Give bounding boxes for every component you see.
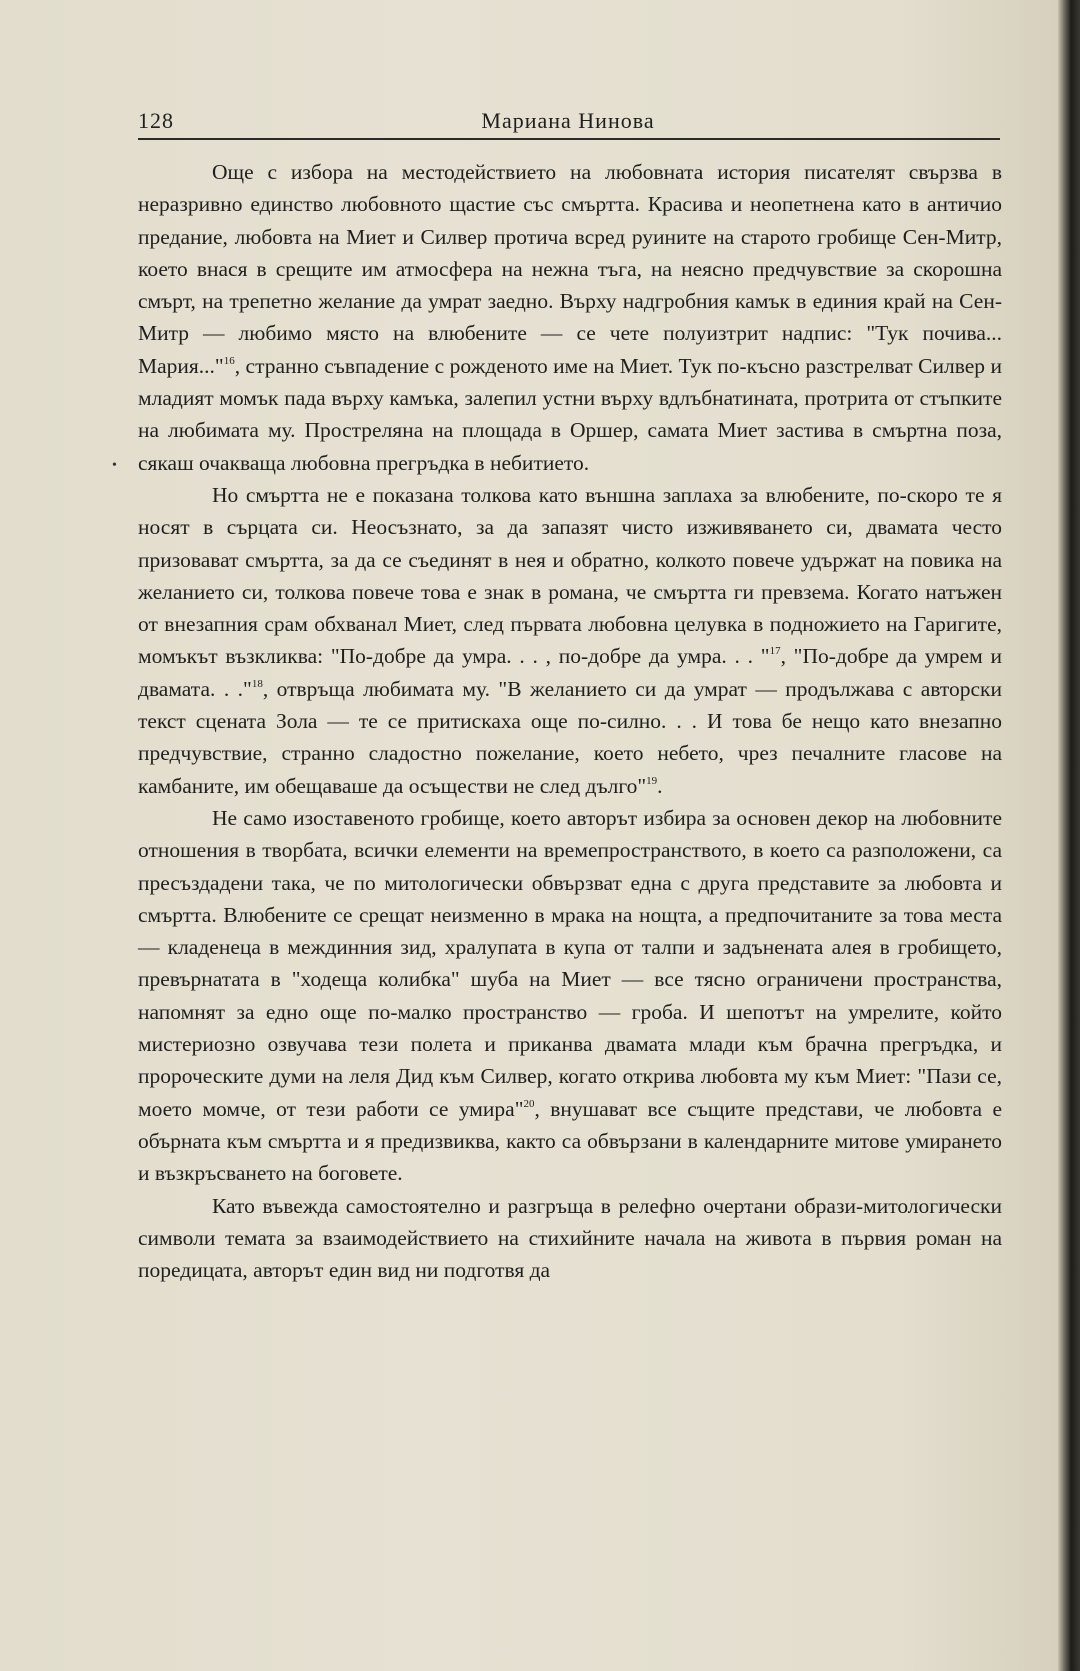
margin-mark: •	[112, 458, 117, 473]
footnote-ref: 16	[223, 354, 235, 367]
footnote-ref: 20	[523, 1097, 535, 1110]
body-text	[138, 156, 1002, 1286]
paragraph: Но смъртта не е показана толкова като външна заплаха за влюбените, по-скоро те я носят в сърцата си. Неосъзнато, за да запазят чисто изживяването си, двамата често призовават смъртта, за да се съединят в нея и обратно, колкото повече удържат на повика на желанието си, толкова повече това е знак в романа, че смъртта ги превзема. Когато натъжен от внезапния срам обхванал Миет, след първата любовна целувка в подножието на Гаригите, момъкът възкликва: "По-добре да умра. . . , по-добре да умра. . . "$^{17}$, "По-добре да умрем и двамата. . ."$^{18}$, отвръща любимата му. "В желанието си да умрат — продължава с авторски текст сцената Зола — те се притискаха още по-силно. . . И това бе нещо като внезапно предчувствие, странно сладостно пожелание, което небето, чрез печалните гласове на камбаните, им обещаваше да осъществи не след дълго"$^{19}$.	[138, 482, 1002, 798]
running-title: Мариана Нинова	[481, 108, 655, 133]
page-number: 128	[138, 108, 174, 133]
footnote-ref: 19	[646, 774, 658, 787]
header-rule	[138, 138, 1000, 140]
paragraph: Не само изоставеното гробище, което авторът избира за основен декор на любовните отношения в творбата, всички елементи на времепространството, в което са разположени, са пресъздадени така, че по митологически обвързват една с друга представите за любовта и смъртта. Влюбените се срещат неизменно в мрака на нощта, а предпочитаните за това места — кладенеца в междинния зид, хралупата в купа от талпи и задънената алея в гробището, превърнатата в "ходеща колибка" шуба на Миет — все тясно ограничени пространства, напомнят за едно още по-малко пространство — гроба. И шепотът на умрелите, който мистериозно озвучава тези полета и приканва двамата млади към брачна прегръдка, и пророческите думи на леля Дид към Силвер, когато открива любовта му към Миет: "Пази се, моето момче, от тези работи се умира"$^{20}$, внушават все същите представи, че любовта е обърната към смъртта и я предизвиква, както са обвързани в календарните митове умирането и възкръсването на боговете.	[138, 805, 1003, 1186]
paragraph: Като въвежда самостоятелно и разгръща в релефно очертани образи-митологически символи темата за взаимодействието на стихийните начала на живота в първия роман на поредицата, авторът един вид ни подготвя да	[138, 1193, 1002, 1283]
page-header	[138, 108, 1000, 138]
footnote-ref: 18	[251, 677, 263, 690]
book-spine-shadow	[1058, 0, 1080, 1671]
paragraph: Още с избора на местодействието на любовната история писателят свързва в неразривно единство любовното щастие със смъртта. Красива и неопетнена като в античио предание, любовта на Миет и Силвер протича всред руините на старото гробище Сен-Митр, което внася в срещите им атмосфера на нежна тъга, на неясно предчувствие за скорошна смърт, на трепетно желание да умрат заедно. Върху надгробния камък в единия край на Сен-Митр — любимо място на влюбените — се чете полуизтрит надпис: "Тук почива... Мария..."$^{16}$, странно съвпадение с рожденото име на Миет. Тук по-късно разстрелват Силвер и младият момък пада върху камъка, залепил устни върху вдлъбнатината, протрита от стъпките на любимата му. Простреляна на площада в Оршер, самата Миет застива в смъртна поза, сякаш очакваща любовна прегръдка в небитието.	[138, 160, 1002, 475]
footnote-ref: 17	[769, 645, 781, 658]
